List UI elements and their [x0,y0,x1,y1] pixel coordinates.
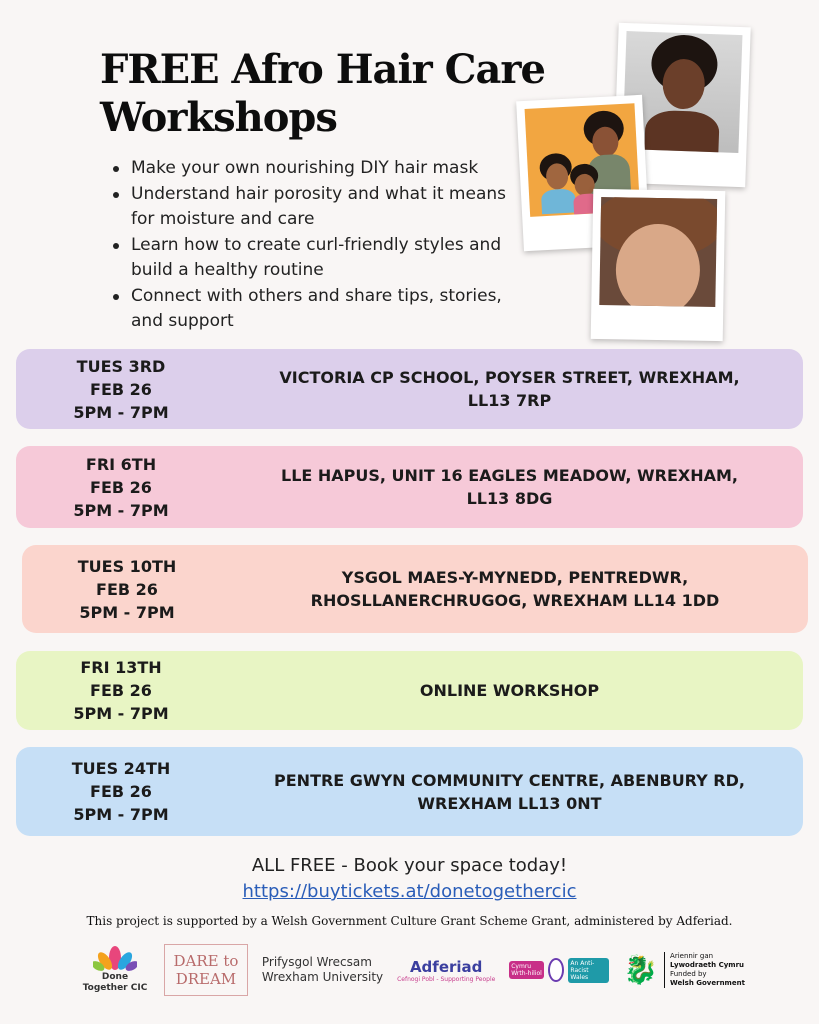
sponsor-logos [80,942,745,998]
dare-to-dream-logo: DARE to DREAM [164,944,248,996]
benefits-list [108,156,528,335]
session-venue: LLE HAPUS, UNIT 16 EAGLES MEADOW, WREXHAM, LL13 8DG [281,466,738,508]
session-day: FRI 6TH [85,454,157,474]
adferiad-tagline: Cefnogi Pobl - Supporting People [397,975,496,983]
session-venue: VICTORIA CP SCHOOL, POYSER STREET, WREXHAM, LL13 7RP [279,368,740,410]
wrexham-university-logo [262,955,383,985]
session-date [16,651,226,730]
done-together-logo [80,946,150,994]
welsh-dragon-icon: 🐉 [623,953,659,986]
session-month: FEB 26 [96,579,158,599]
session-date [22,545,232,633]
session-time: 5PM - 7PM [73,805,169,824]
booking-link[interactable]: https://buytickets.at/donetogethercic [242,881,577,902]
lotus-logo-icon [93,946,137,972]
wrexham-welsh-name: Prifysgol Wrecsam [261,955,372,969]
welsh-government-logo [623,952,745,988]
session-date [16,747,226,836]
gov-english-line-1: Funded by [670,970,707,978]
anti-racist-wales-logo [509,956,609,984]
session-card [16,747,803,836]
session-date [16,349,226,429]
session-venue: PENTRE GWYN COMMUNITY CENTRE, ABENBURY RD, WREXHAM LL13 0NT [274,770,745,813]
session-card [22,545,808,633]
session-month: FEB 26 [90,477,152,497]
session-card [16,446,803,528]
welsh-government-text [664,952,745,988]
list-item: Connect with others and share tips, stories, and support [108,284,528,335]
anti-racist-emblem-icon [548,958,564,982]
session-time: 5PM - 7PM [73,500,169,520]
list-item: Make your own nourishing DIY hair mask [108,156,528,182]
list-item: Understand hair porosity and what it means for moisture and care [108,182,528,233]
gov-welsh-line-2: Lywodraeth Cymru [670,961,745,969]
session-month: FEB 26 [90,681,152,700]
session-time: 5PM - 7PM [73,704,169,723]
session-time: 5PM - 7PM [73,402,169,422]
title-line-2: Workshops [100,94,337,141]
gov-english-line-2: Welsh Government [670,979,745,987]
session-time: 5PM - 7PM [79,602,175,622]
done-together-text: Done Together CIC [82,972,148,993]
session-month: FEB 26 [90,379,152,399]
adferiad-logo [397,958,495,983]
session-card [16,349,803,429]
gov-welsh-line-1: Ariennir gan [670,952,714,960]
session-venue: YSGOL MAES-Y-MYNEDD, PENTREDWR, RHOSLLANERCHRUGOG, WREXHAM LL14 1DD [310,568,720,610]
page-title [100,46,545,142]
session-date [16,446,226,528]
support-note: This project is supported by a Welsh Government Culture Grant Scheme Grant, administered by Adferiad. [86,914,733,928]
session-day: TUES 10TH [77,556,177,576]
cymru-badge: Cymru Wrth-hiliol [509,961,544,979]
session-month: FEB 26 [90,782,152,801]
session-day: TUES 24TH [71,759,171,778]
list-item: Learn how to create curl-friendly styles and build a healthy routine [108,233,528,284]
photo-child [591,189,726,341]
session-card [16,651,803,730]
session-day: FRI 13TH [80,658,162,677]
call-to-action: ALL FREE - Book your space today! [251,855,568,876]
anti-racist-badge: An Anti-Racist Wales [568,958,609,983]
wrexham-english-name: Wrexham University [261,970,384,984]
session-venue: ONLINE WORKSHOP [419,681,600,700]
session-day: TUES 3RD [76,356,166,376]
adferiad-name: Adferiad [409,957,483,976]
title-line-1: FREE Afro Hair Care [100,46,545,93]
